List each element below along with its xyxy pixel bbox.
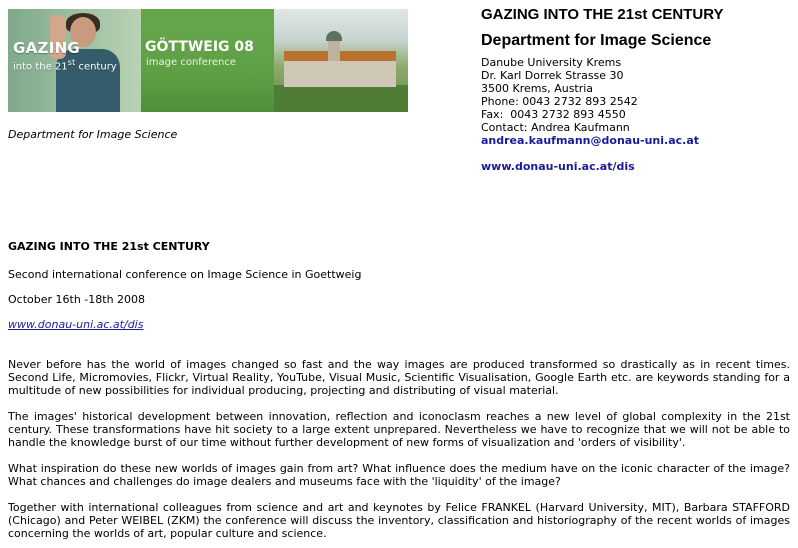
address-line: 3500 Krems, Austria: [481, 82, 594, 95]
abbey-building: [284, 59, 396, 87]
banner-gazing-title: GAZING: [13, 39, 81, 57]
main-website-link[interactable]: www.donau-uni.ac.at/dis: [8, 318, 144, 331]
banner-gottweig-title: GÖTTWEIG 08: [145, 39, 254, 55]
contact-line: Contact: Andrea Kaufmann: [481, 121, 630, 134]
banner-sub-suffix: century: [75, 61, 117, 73]
body-paragraph: What inspiration do these new worlds of images gain from art? What influence does the medium have on the iconic character of the image? What chances and challenges do image dealers and museums face with the 'liquidity' of the image?: [8, 462, 790, 488]
fax-line: Fax: 0043 2732 893 4550: [481, 108, 626, 121]
main-content: [8, 240, 790, 540]
conference-banner: [8, 9, 408, 112]
phone-line: Phone: 0043 2732 893 2542: [481, 95, 638, 108]
main-subheading: Second international conference on Image Science in Goettweig: [8, 268, 362, 281]
body-paragraph: Never before has the world of images changed so fast and the way images are produced transformed so drastically as in recent times. Second Life, Micromovies, Flickr, Virtual Reality, YouTube, Visual Music, Scientific Visualisation, Google Earth etc. are keywords standing for a multitude of new possibilities for individual producing, projecting and distributing of visual material.: [8, 358, 790, 397]
address-line: Danube University Krems: [481, 56, 622, 69]
banner-conference-subtitle: image conference: [146, 57, 236, 68]
conference-dates: October 16th -18th 2008: [8, 293, 146, 306]
body-paragraph: Together with international colleagues from science and art and keynotes by Felice FRANKEL (Harvard University, MIT), Barbara STAFFORD (Chicago) and Peter WEIBEL (ZKM) the conference will discuss the inventory, classification and historiography of the recent worlds of images concerning the worlds of art, popular culture and science.: [8, 501, 790, 540]
banner-green-panel: [141, 9, 274, 112]
body-text: [8, 358, 790, 540]
landscape-field: [274, 85, 408, 112]
sidebar-title: GAZING INTO THE 21st CENTURY: [481, 6, 724, 23]
banner-sub-sup: st: [67, 57, 76, 67]
email-link[interactable]: andrea.kaufmann@donau-uni.ac.at: [481, 134, 700, 147]
main-heading: GAZING INTO THE 21st CENTURY: [8, 240, 210, 253]
banner-caption: Department for Image Science: [8, 128, 178, 141]
body-paragraph: The images' historical development between innovation, reflection and iconoclasm reaches a new level of global complexity in the 21st century. These transformations have hit society to a large extent unprepared. Nevertheless we have to recognize that we will not be able to handle the knowledge burst of our time without further development of new forms of visualization and 'orders of visibility'.: [8, 410, 790, 449]
banner-sub-prefix: into the 21: [13, 61, 68, 73]
abbey-dome: [326, 31, 342, 41]
address-line: Dr. Karl Dorrek Strasse 30: [481, 69, 624, 82]
banner-landscape-panel: [274, 9, 408, 112]
sidebar-department: Department for Image Science: [481, 32, 712, 49]
website-link[interactable]: www.donau-uni.ac.at/dis: [481, 160, 635, 173]
banner-photo-panel: [8, 9, 141, 112]
banner-gazing-subtitle: [13, 57, 117, 72]
address-block: [481, 56, 791, 147]
abbey-roof: [284, 51, 396, 61]
contact-sidebar: [481, 6, 791, 174]
